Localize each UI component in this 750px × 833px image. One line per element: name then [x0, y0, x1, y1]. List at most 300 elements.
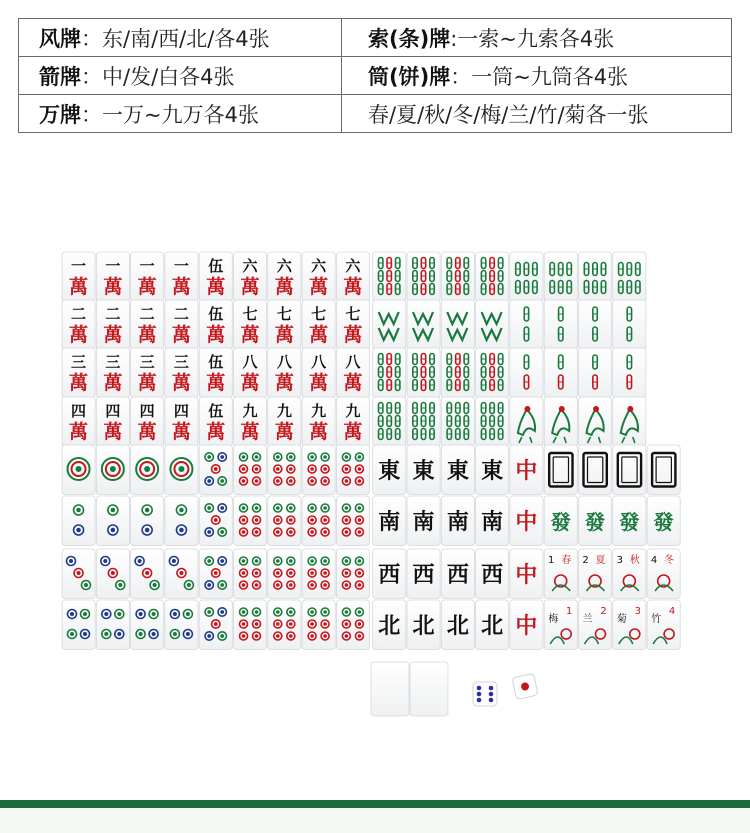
bird-head [524, 406, 530, 412]
wan-character: 萬 [137, 421, 157, 443]
mahjong-tile [544, 348, 577, 398]
mahjong-tile [96, 549, 129, 599]
mahjong-tile [234, 252, 267, 302]
circle-pip-center [323, 634, 327, 638]
wan-numeral: 伍 [208, 257, 224, 275]
wind-character: 北 [378, 614, 401, 639]
wan-numeral: 二 [105, 305, 121, 323]
mahjong-tile [234, 397, 267, 447]
mahjong-tile [302, 496, 335, 546]
green-dragon-character: 發 [585, 510, 606, 534]
mahjong-tile [647, 496, 680, 546]
spare-blank-tile [410, 662, 448, 716]
circle-pip-center [220, 610, 224, 614]
circle-pip-center [358, 467, 362, 471]
circle-pip-center [345, 559, 349, 563]
circle-pip-center [220, 479, 224, 483]
mahjong-tile [268, 397, 301, 447]
circle-pip-center [323, 559, 327, 563]
circle-pip-center [220, 634, 224, 638]
circle-pip-center [345, 634, 349, 638]
mahjong-tile [199, 600, 232, 650]
wan-numeral: 九 [345, 402, 361, 420]
circle-pip-center [179, 571, 183, 575]
mahjong-tile [62, 445, 95, 495]
rule-label: 箭牌 [39, 64, 81, 89]
wan-character: 萬 [309, 421, 329, 443]
wan-numeral: 七 [242, 305, 258, 323]
mahjong-tile [613, 445, 646, 495]
mahjong-tile [544, 600, 577, 650]
circle-pip-center [323, 467, 327, 471]
mahjong-tile [613, 348, 646, 398]
circle-pip-center [276, 455, 280, 459]
wan-character: 萬 [103, 324, 123, 346]
mahjong-tile [336, 397, 369, 447]
circle-pip-center [172, 559, 176, 563]
circle-pip-center [358, 518, 362, 522]
circle-pip-center [310, 559, 314, 563]
wan-character: 萬 [206, 276, 226, 298]
mahjong-tile [62, 496, 95, 546]
wan-numeral: 八 [345, 353, 361, 371]
circle-pip-center [255, 571, 259, 575]
circle-pip-center [323, 571, 327, 575]
mahjong-tile [131, 496, 164, 546]
mahjong-tile [373, 252, 406, 302]
red-dragon-character: 中 [515, 459, 538, 484]
wan-character: 萬 [240, 324, 260, 346]
wan-numeral: 七 [345, 305, 361, 323]
circle-pip-center [207, 610, 211, 614]
mahjong-tile [647, 549, 680, 599]
tile-face [336, 600, 369, 650]
circle-pip-center [255, 506, 259, 510]
circle-pip-center [323, 622, 327, 626]
circle-pip-center [345, 583, 349, 587]
wan-character: 萬 [240, 276, 260, 298]
mahjong-tile [62, 300, 95, 350]
circle-pip-center [358, 455, 362, 459]
circle-pip-center [207, 583, 211, 587]
circle-pip-center [358, 622, 362, 626]
die-pip [489, 698, 494, 703]
tile-face [302, 549, 335, 599]
tile-face [510, 397, 543, 447]
mahjong-tile [407, 300, 440, 350]
circle-pip-center [145, 571, 149, 575]
wan-character: 萬 [309, 276, 329, 298]
mahjong-tile [441, 348, 474, 398]
tile-face [165, 600, 198, 650]
wan-character: 萬 [343, 324, 363, 346]
circle-pip-center [323, 518, 327, 522]
wan-numeral: 六 [311, 257, 327, 275]
circle-pip-center [310, 571, 314, 575]
wan-numeral: 三 [139, 353, 155, 371]
mahjong-tile [441, 496, 474, 546]
wan-numeral: 一 [105, 257, 121, 275]
die-pip [489, 692, 494, 697]
mahjong-tile [441, 252, 474, 302]
flower-name: 竹 [651, 614, 662, 625]
circle-pip-center [220, 583, 224, 587]
mahjong-tile [165, 496, 198, 546]
mahjong-tile [579, 397, 612, 447]
rule-text: ：东/南/西/北/各4张 [81, 26, 270, 51]
mahjong-tile [407, 445, 440, 495]
circle-pip-center [289, 583, 293, 587]
mahjong-tile [373, 600, 406, 650]
wan-character: 萬 [274, 324, 294, 346]
mahjong-tile [165, 397, 198, 447]
mahjong-tile [336, 252, 369, 302]
mahjong-tile [165, 252, 198, 302]
mahjong-tile [544, 549, 577, 599]
circle-pip-center [152, 632, 156, 636]
wan-character: 萬 [171, 421, 191, 443]
mahjong-tile [199, 445, 232, 495]
wan-character: 萬 [274, 276, 294, 298]
circle-pip-center [323, 610, 327, 614]
circle-pip-center [276, 530, 280, 534]
big-circle-pip [110, 466, 116, 472]
mahjong-tile [441, 397, 474, 447]
mahjong-tile [234, 549, 267, 599]
mahjong-tile [199, 252, 232, 302]
wind-character: 東 [378, 459, 401, 484]
wan-numeral: 九 [311, 402, 327, 420]
circle-pip-center [323, 455, 327, 459]
wan-character: 萬 [343, 372, 363, 394]
wan-character: 萬 [343, 421, 363, 443]
tile-face [234, 496, 267, 546]
wan-character: 萬 [206, 372, 226, 394]
circle-pip-center [207, 530, 211, 534]
tile-face [268, 600, 301, 650]
mahjong-tile [510, 549, 543, 599]
circle-pip-center [345, 467, 349, 471]
circle-pip-center [207, 559, 211, 563]
circle-pip-center [242, 634, 246, 638]
mahjong-tile [544, 445, 577, 495]
tile-face [441, 300, 474, 350]
mahjong-tile [336, 348, 369, 398]
mahjong-tile [510, 445, 543, 495]
mahjong-tile [234, 300, 267, 350]
circle-pip-center [242, 622, 246, 626]
mahjong-tile [544, 252, 577, 302]
mahjong-tile [199, 397, 232, 447]
mahjong-tile [613, 397, 646, 447]
die-pip [489, 686, 494, 691]
mahjong-tile [165, 549, 198, 599]
rule-text: :一索~九索各4张 [450, 26, 615, 51]
tile-face [336, 445, 369, 495]
circle-pip-center [289, 610, 293, 614]
circle-pip-center [242, 506, 246, 510]
mahjong-tile [407, 549, 440, 599]
mahjong-tile [373, 300, 406, 350]
mahjong-tile [62, 600, 95, 650]
wan-numeral: 九 [242, 402, 258, 420]
circle-pip-center [242, 583, 246, 587]
circle-pip-center [139, 632, 143, 636]
wind-character: 西 [412, 563, 435, 588]
die-pip [477, 686, 482, 691]
wind-character: 南 [446, 510, 469, 535]
mahjong-tile [199, 549, 232, 599]
wan-character: 萬 [274, 421, 294, 443]
flower-number: 3 [634, 606, 641, 617]
green-dragon-character: 發 [653, 510, 674, 534]
mahjong-tile [268, 300, 301, 350]
circle-pip-center [153, 583, 157, 587]
wan-character: 萬 [103, 276, 123, 298]
circle-pip-center [289, 479, 293, 483]
circle-pip-center [111, 528, 116, 533]
tile-face [268, 445, 301, 495]
mahjong-tile [579, 496, 612, 546]
mahjong-tile [62, 397, 95, 447]
circle-pip-center [104, 612, 108, 616]
circle-pip-center [310, 530, 314, 534]
mahjong-tile [476, 252, 509, 302]
circle-pip-center [255, 634, 259, 638]
rule-text: 春/夏/秋/冬/梅/兰/竹/菊各一张 [368, 102, 649, 127]
circle-pip-center [358, 559, 362, 563]
tile-face [268, 549, 301, 599]
mahjong-tile [302, 445, 335, 495]
circle-pip-center [310, 506, 314, 510]
mahjong-tile [476, 549, 509, 599]
wan-character: 萬 [274, 372, 294, 394]
circle-pip-center [255, 559, 259, 563]
mahjong-tile [579, 445, 612, 495]
wan-numeral: 三 [173, 353, 189, 371]
circle-pip-center [207, 634, 211, 638]
mahjong-tile [476, 397, 509, 447]
flower-name: 夏 [595, 555, 606, 566]
mahjong-tile [96, 445, 129, 495]
circle-pip-center [255, 467, 259, 471]
mahjong-tile [268, 496, 301, 546]
mahjong-tile [579, 300, 612, 350]
mahjong-tile [336, 600, 369, 650]
circle-pip-center [310, 518, 314, 522]
green-dragon-character: 發 [619, 510, 640, 534]
circle-pip-center [358, 634, 362, 638]
circle-pip-center [276, 610, 280, 614]
circle-pip-center [310, 634, 314, 638]
circle-pip-center [310, 583, 314, 587]
tile-face [131, 496, 164, 546]
wan-character: 萬 [137, 372, 157, 394]
tile-face [302, 445, 335, 495]
circle-pip-center [242, 559, 246, 563]
mahjong-tile [268, 252, 301, 302]
circle-pip-center [345, 479, 349, 483]
circle-pip-center [255, 455, 259, 459]
wan-character: 萬 [206, 421, 226, 443]
wan-numeral: 伍 [208, 353, 224, 371]
circle-pip-center [358, 479, 362, 483]
circle-pip-center [214, 467, 218, 471]
mahjong-tile [96, 397, 129, 447]
mahjong-tile [336, 445, 369, 495]
mahjong-tile [579, 600, 612, 650]
wan-numeral: 六 [276, 257, 292, 275]
mahjong-tile [131, 549, 164, 599]
green-dragon-character: 發 [550, 510, 571, 534]
mahjong-tile [62, 252, 95, 302]
red-dragon-character: 中 [515, 563, 538, 588]
circle-pip-center [289, 518, 293, 522]
mahjong-tile [165, 445, 198, 495]
wan-numeral: 三 [105, 353, 121, 371]
tile-face [234, 445, 267, 495]
mahjong-tile [613, 300, 646, 350]
flower-name: 秋 [629, 555, 640, 566]
circle-pip-center [69, 559, 73, 563]
circle-pip-center [111, 508, 116, 513]
wan-numeral: 二 [173, 305, 189, 323]
circle-pip-center [276, 622, 280, 626]
circle-pip-center [220, 455, 224, 459]
mahjong-tile [96, 600, 129, 650]
circle-pip-center [83, 612, 87, 616]
big-circle-pip [144, 466, 150, 472]
tile-face [234, 549, 267, 599]
circle-pip-center [83, 632, 87, 636]
mahjong-tile [510, 397, 543, 447]
circle-pip-center [255, 518, 259, 522]
tile-face [302, 600, 335, 650]
mahjong-tile [234, 348, 267, 398]
rule-text: ：一万~九万各4张 [81, 102, 259, 127]
mahjong-tile [579, 252, 612, 302]
mahjong-tile [199, 348, 232, 398]
circle-pip-center [179, 508, 184, 513]
wind-character: 西 [446, 563, 469, 588]
wan-numeral: 四 [105, 402, 121, 420]
red-dragon-character: 中 [515, 510, 538, 535]
circle-pip-center [186, 632, 190, 636]
tile-face [131, 600, 164, 650]
mahjong-tile [476, 496, 509, 546]
wan-numeral: 七 [276, 305, 292, 323]
mahjong-tile [165, 300, 198, 350]
circle-pip-center [289, 634, 293, 638]
wan-character: 萬 [240, 421, 260, 443]
circle-pip-center [214, 571, 218, 575]
flower-number: 2 [600, 606, 607, 617]
mahjong-tile [613, 496, 646, 546]
mahjong-tile [234, 496, 267, 546]
circle-pip-center [104, 632, 108, 636]
big-circle-pip [178, 466, 184, 472]
wind-character: 東 [481, 459, 504, 484]
circle-pip-center [255, 530, 259, 534]
circle-pip-center [207, 479, 211, 483]
rule-label: 筒(饼)牌 [368, 64, 451, 89]
wan-character: 萬 [343, 276, 363, 298]
tile-face [407, 300, 440, 350]
flower-number: 3 [616, 555, 623, 566]
circle-pip-center [358, 506, 362, 510]
circle-pip-center [173, 612, 177, 616]
die-pip [477, 692, 482, 697]
flower-name: 春 [561, 555, 572, 566]
footer-strip [0, 808, 750, 833]
circle-pip-center [70, 632, 74, 636]
mahjong-tile [476, 445, 509, 495]
mahjong-tile [613, 549, 646, 599]
circle-pip-center [145, 508, 150, 513]
mahjong-tile [302, 300, 335, 350]
wind-character: 南 [412, 510, 435, 535]
wan-character: 萬 [69, 372, 89, 394]
wan-numeral: 伍 [208, 402, 224, 420]
mahjong-tile [268, 445, 301, 495]
mahjong-tile [510, 348, 543, 398]
mahjong-tile [407, 600, 440, 650]
wan-numeral: 三 [71, 353, 87, 371]
circle-pip-center [323, 479, 327, 483]
circle-pip-center [84, 583, 88, 587]
wan-character: 萬 [69, 324, 89, 346]
wind-character: 東 [446, 459, 469, 484]
circle-pip-center [289, 571, 293, 575]
flower-name: 菊 [616, 614, 627, 625]
wan-numeral: 伍 [208, 305, 224, 323]
die-red [512, 673, 538, 699]
mahjong-tile [476, 348, 509, 398]
circle-pip-center [345, 530, 349, 534]
rule-label: 万牌 [39, 102, 81, 127]
wan-character: 萬 [137, 276, 157, 298]
tile-face [268, 496, 301, 546]
circle-pip-center [242, 455, 246, 459]
circle-pip-center [220, 530, 224, 534]
tile-face [373, 300, 406, 350]
mahjong-tile [476, 300, 509, 350]
circle-pip-center [358, 530, 362, 534]
rule-text: ：一筒~九筒各4张 [450, 64, 629, 89]
wind-character: 北 [481, 614, 504, 639]
mahjong-tile [302, 549, 335, 599]
flower-number: 1 [548, 555, 555, 566]
circle-pip-center [289, 559, 293, 563]
circle-pip-center [310, 622, 314, 626]
mahjong-tile [476, 600, 509, 650]
circle-pip-center [345, 518, 349, 522]
wan-character: 萬 [103, 372, 123, 394]
circle-pip-center [255, 479, 259, 483]
mahjong-tile [302, 397, 335, 447]
mahjong-tile [165, 348, 198, 398]
wan-numeral: 七 [311, 305, 327, 323]
mahjong-tile [96, 252, 129, 302]
wan-character: 萬 [309, 324, 329, 346]
mahjong-tile [544, 496, 577, 546]
mahjong-tile [131, 252, 164, 302]
circle-pip-center [345, 506, 349, 510]
tile-face [96, 496, 129, 546]
wan-character: 萬 [171, 372, 191, 394]
circle-pip-center [187, 583, 191, 587]
mahjong-tile [131, 600, 164, 650]
